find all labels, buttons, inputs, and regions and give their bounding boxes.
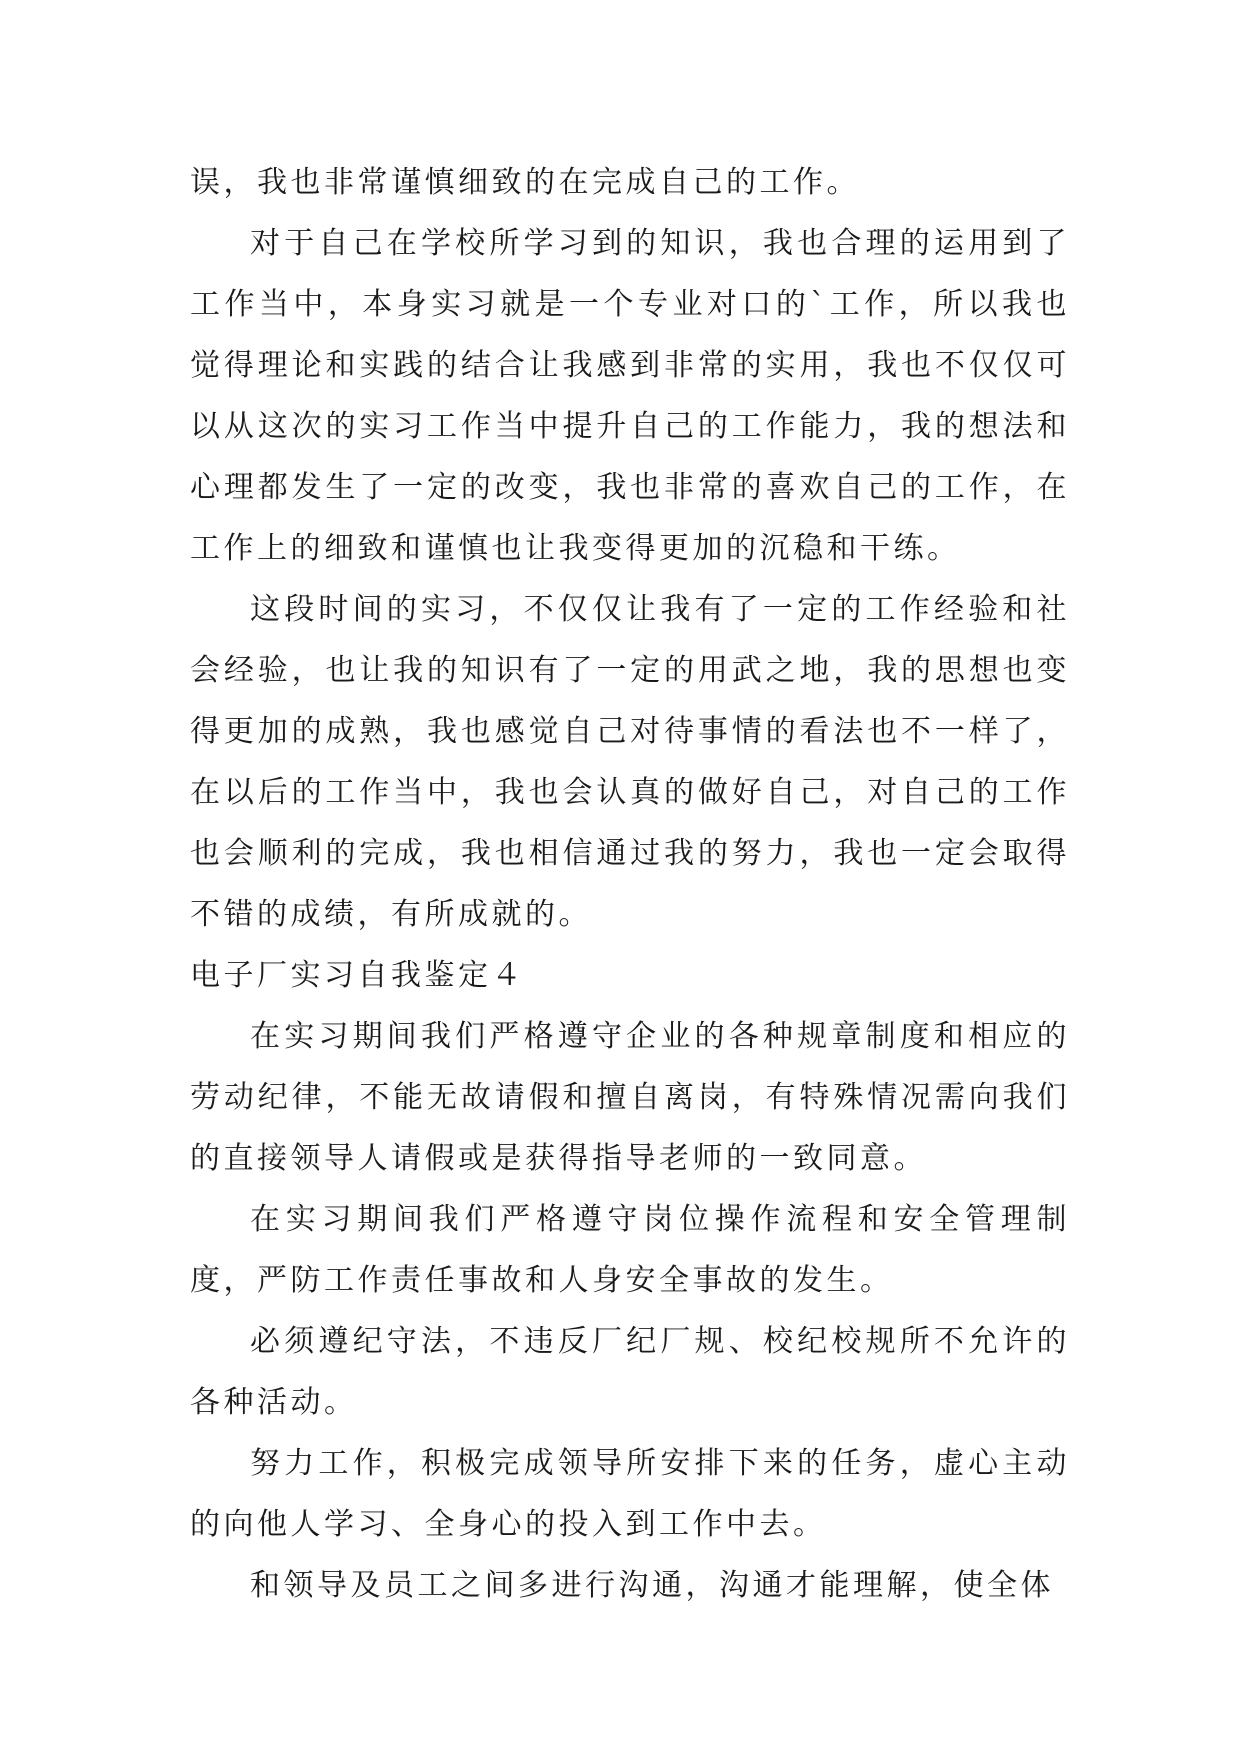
paragraph-communication: 和领导及员工之间多进行沟通，沟通才能理解，使全体: [250, 1568, 1054, 1603]
section-heading: 电子厂实习自我鉴定４: [190, 958, 525, 993]
paragraph-knowledge-application: 对于自己在学校所学习到的知识，我也合理的运用到了工作当中，本身实习就是一个专业对口的`工作，所以我也觉得理论和实践的结合让我感到非常的实用，我也不仅仅可以从这次的实习工作当中提升自己的工作能力，我的想法和心理都发生了一定的改变，我也非常的喜欢自己的工作，在工作上的细致和谨慎也让我变得更加的沉稳和干练。: [190, 226, 1070, 566]
paragraph-continuation: 误，我也非常谨慎细致的在完成自己的工作。: [190, 165, 860, 200]
document-body: [190, 152, 1070, 1616]
paragraph-work-diligence: 努力工作，积极完成领导所安排下来的任务，虚心主动的向他人学习、全身心的投入到工作中去。: [190, 1446, 1070, 1542]
paragraph-internship-summary: 这段时间的实习，不仅仅让我有了一定的工作经验和社会经验，也让我的知识有了一定的用武之地，我的思想也变得更加的成熟，我也感觉自己对待事情的看法也不一样了，在以后的工作当中，我也会认真的做好自己，对自己的工作也会顺利的完成，我也相信通过我的努力，我也一定会取得不错的成绩，有所成就的。: [190, 592, 1070, 932]
paragraph-safety-procedures: 在实习期间我们严格遵守岗位操作流程和安全管理制度，严防工作责任事故和人身安全事故的发生。: [190, 1202, 1070, 1298]
paragraph-rules-discipline: 在实习期间我们严格遵守企业的各种规章制度和相应的劳动纪律，不能无故请假和擅自离岗，有特殊情况需向我们的直接领导人请假或是获得指导老师的一致同意。: [190, 1019, 1070, 1176]
paragraph-law-compliance: 必须遵纪守法，不违反厂纪厂规、校纪校规所不允许的各种活动。: [190, 1324, 1070, 1420]
